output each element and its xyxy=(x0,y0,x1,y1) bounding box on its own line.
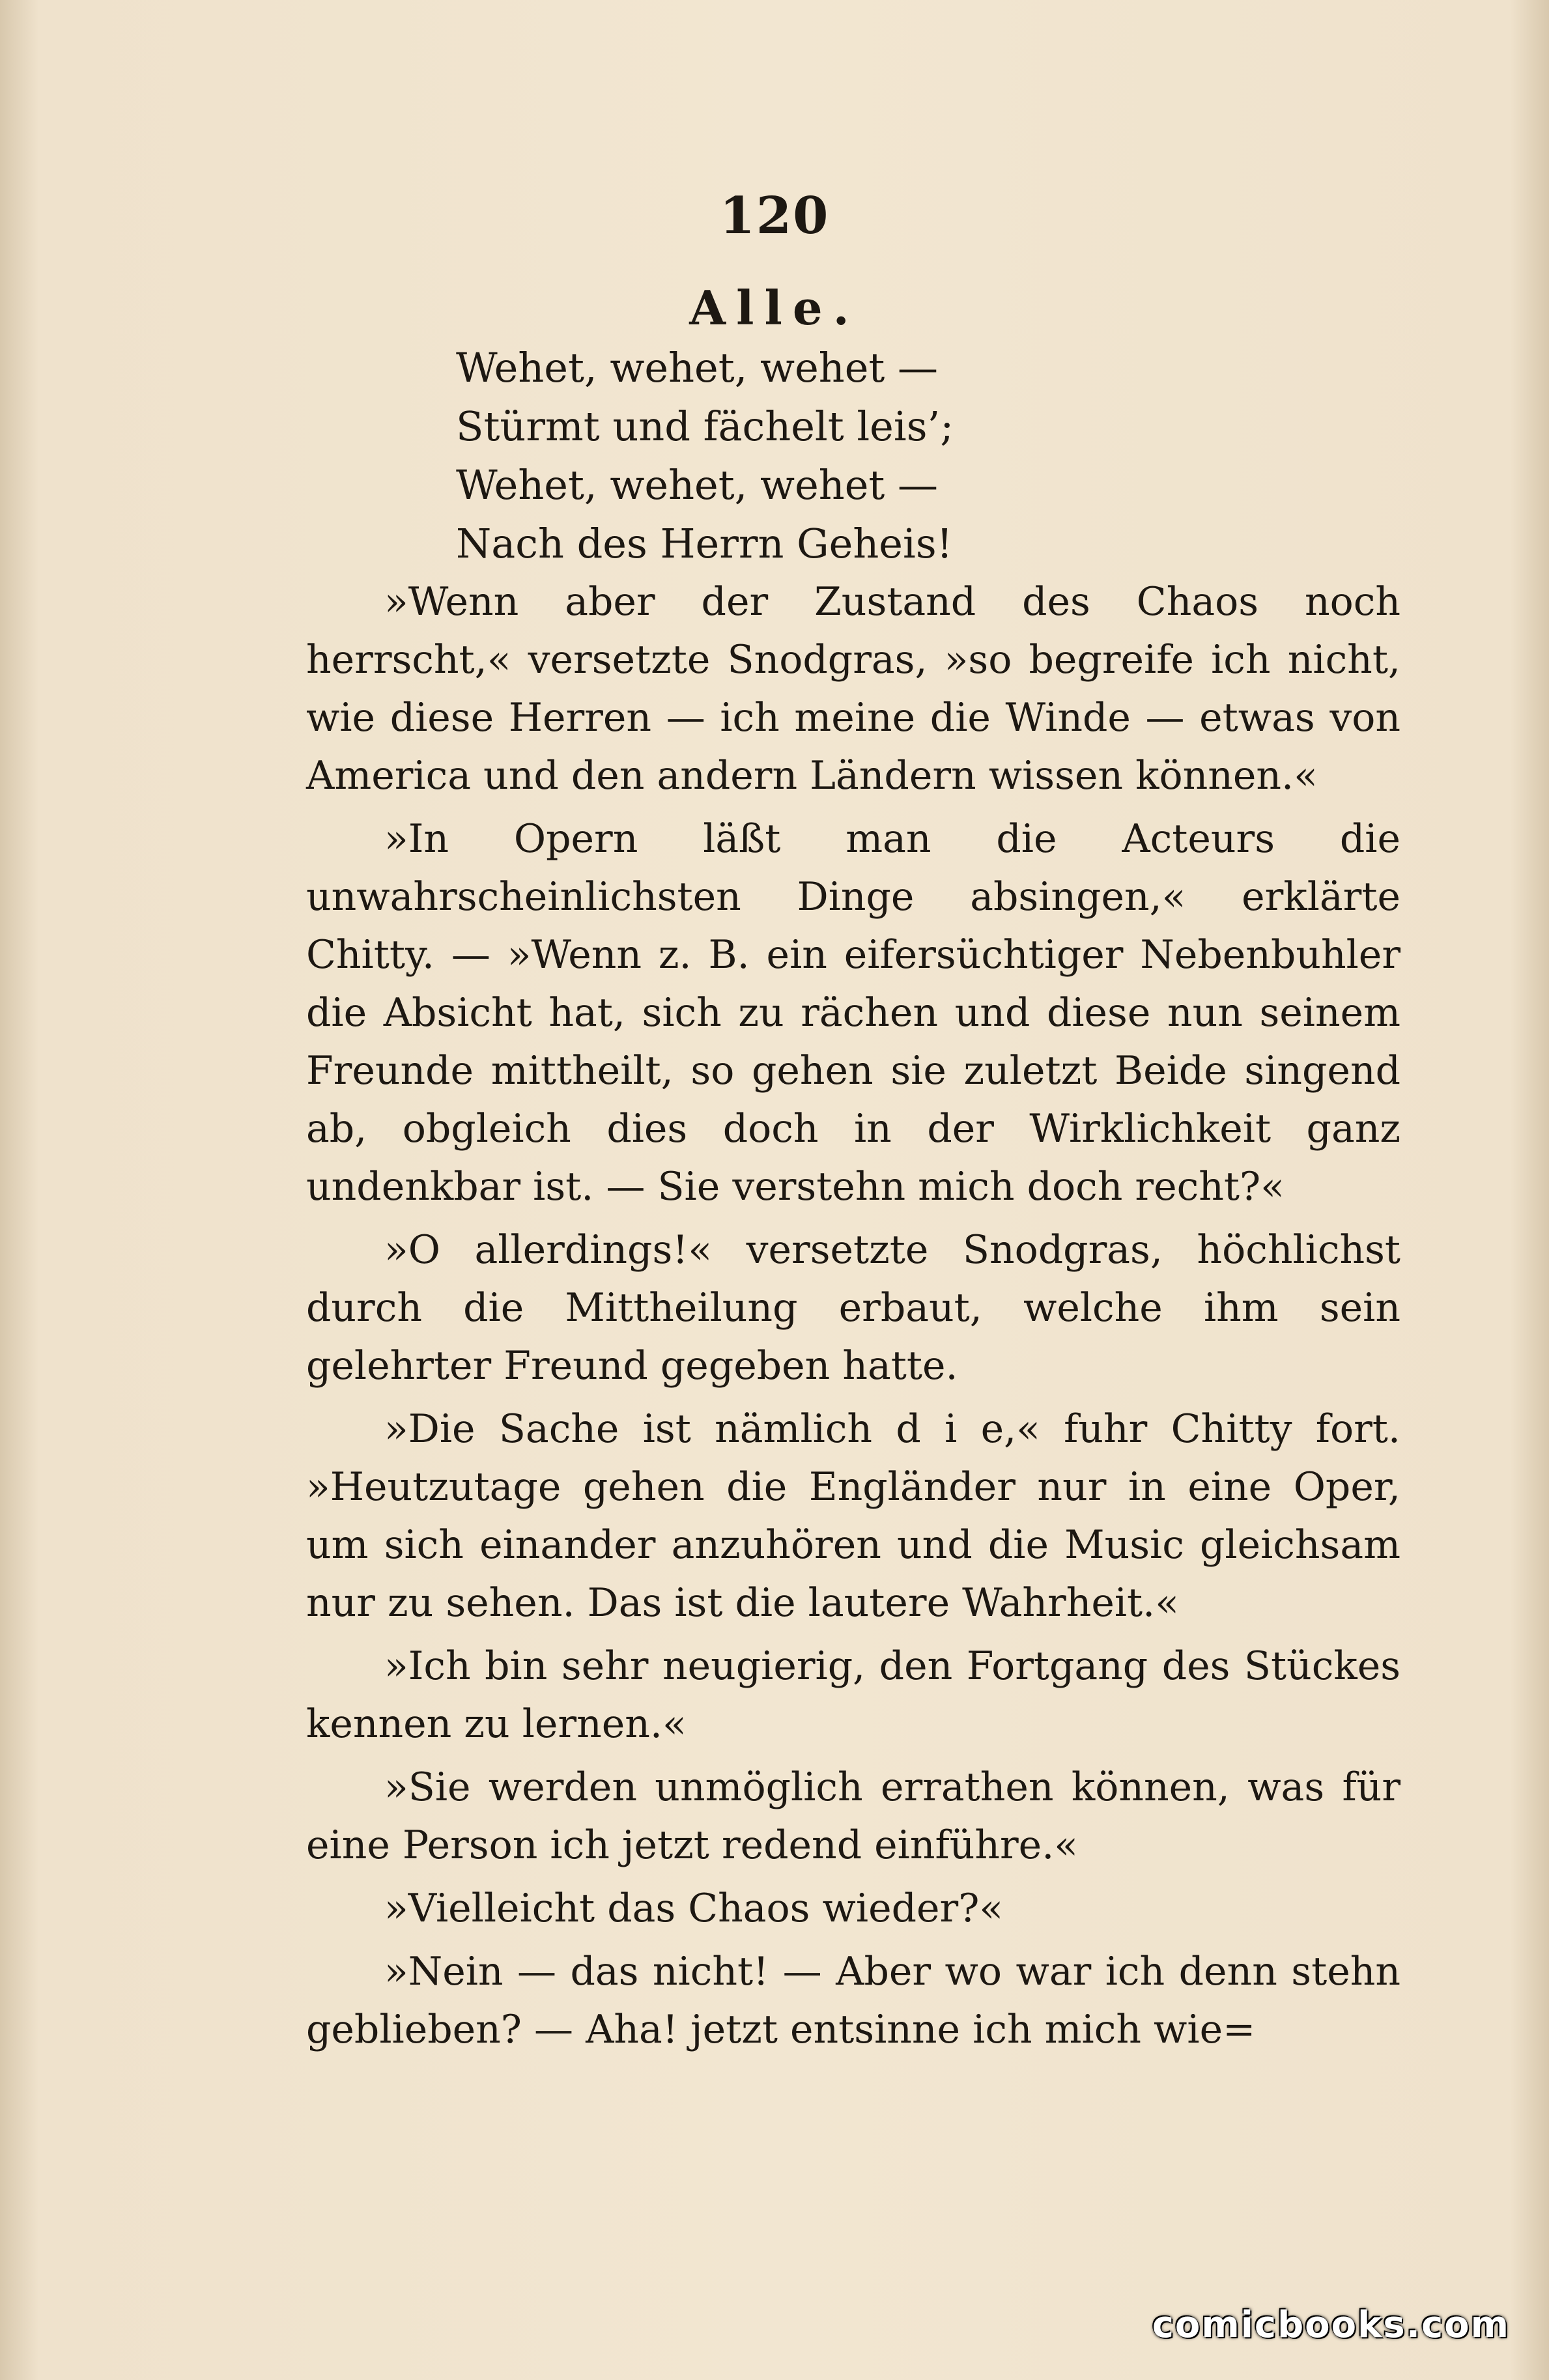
verse-block xyxy=(456,339,1238,573)
paragraph: »In Opern läßt man die Acteurs die unwahrscheinlichsten Dinge absingen,« erklärte Chitty. — »Wenn z. B. ein eifersüchtiger Nebenbuhler die Absicht hat, sich zu rächen und diese nun seinem Freunde mittheilt, so gehen sie zuletzt Beide singend ab, obgleich dies doch in der Wirklichkeit ganz undenkbar ist. — Sie verstehn mich doch recht?« xyxy=(306,816,1400,1210)
paragraph: »Nein — das nicht! — Aber wo war ich denn stehn geblieben? — Aha! jetzt entsinne ich mich wie= xyxy=(306,1949,1400,2052)
paragraph: »Ich bin sehr neugierig, den Fortgang des Stückes kennen zu lernen.« xyxy=(306,1643,1400,1747)
watermark: comicbooks.com xyxy=(1152,2304,1510,2346)
verse-line: Wehet, wehet, wehet — xyxy=(456,461,939,509)
verse-line: Nach des Herrn Geheis! xyxy=(456,520,953,567)
body-text xyxy=(306,573,1400,2064)
paragraph: »Die Sache ist nämlich d i e,« fuhr Chitty fort. »Heutzutage gehen die Engländer nur in eine Oper, um sich einander anzuhören und die Music gleichsam nur zu sehen. Das ist die lautere Wahrheit.« xyxy=(306,1406,1400,1626)
page-number: 120 xyxy=(719,186,830,246)
paragraph: »Vielleicht das Chaos wieder?« xyxy=(384,1886,1004,1931)
verse-line: Wehet, wehet, wehet — xyxy=(456,344,939,391)
paragraph: »O allerdings!« versetzte Snodgras, höchlichst durch die Mittheilung erbaut, welche ihm sein gelehrter Freund gegeben hatte. xyxy=(306,1227,1400,1389)
verse-line: Stürmt und fächelt leis’; xyxy=(456,403,954,450)
chorus-heading: Alle. xyxy=(689,280,860,335)
paragraph: »Sie werden unmöglich errathen können, was für eine Person ich jetzt redend einführe.« xyxy=(306,1764,1400,1868)
paragraph: »Wenn aber der Zustand des Chaos noch herrscht,« versetzte Snodgras, »so begreife ich nicht, wie diese Herren — ich meine die Winde — etwas von America und den andern Ländern wissen können.« xyxy=(306,579,1400,799)
